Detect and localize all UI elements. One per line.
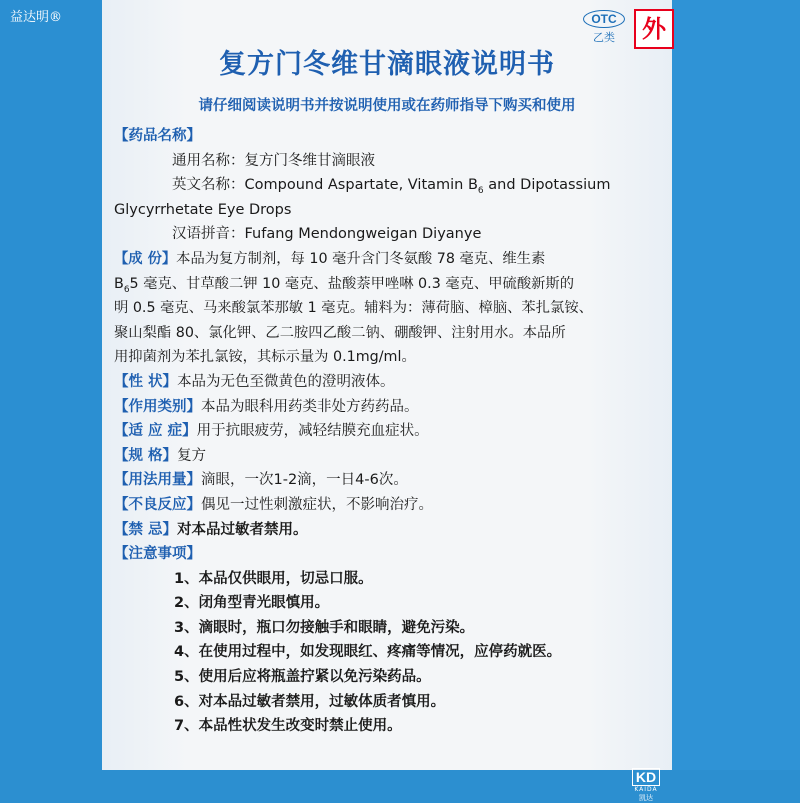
adverse-row [114,493,666,518]
section-header-indication: 【适 应 症】 [114,423,197,440]
composition-line-1 [114,247,666,272]
composition-text-2: 5 毫克、甘草酸二钾 10 毫克、盐酸萘甲唑啉 0.3 毫克、甲硫酸新斯的 [129,275,575,292]
category-text: 本品为眼科用药类非处方药药品。 [201,398,419,415]
logo-mark: KD [632,768,660,786]
kaida-logo [632,768,660,802]
caution-item: 1、本品仅供眼用，切忌口服。 [174,570,373,587]
composition-b-subscript: 6 [123,284,130,295]
brand-name: 益达明® [10,10,63,25]
section-header-contra: 【禁 忌】 [114,521,178,538]
caution-item: 3、滴眼时，瓶口勿接触手和眼睛，避免污染。 [174,619,475,636]
character-text: 本品为无色至微黄色的澄明液体。 [177,373,395,390]
character-row [114,370,666,395]
indication-row [114,419,666,444]
caution-item: 2、闭角型青光眼慎用。 [174,595,330,612]
caution-item: 5、使用后应将瓶盖拧紧以免污染药品。 [174,669,431,686]
external-use-badge: 外 [634,9,674,49]
section-header-spec: 【规 格】 [114,447,178,464]
usage-text: 滴眼，一次1-2滴，一日4-6次。 [201,472,408,489]
english-name-text-cont: and Dipotassium [483,177,611,194]
document-title: 复方门冬维甘滴眼液说明书 [219,49,555,80]
pinyin-name: 汉语拼音：Fufang Mendongweigan Diyanye [172,226,482,243]
caution-item: 4、在使用过程中，如发现眼红、疼痛等情况，应停药就医。 [174,644,562,661]
english-name-subscript: 6 [477,186,484,197]
composition-line-3: 明 0.5 毫克、马来酸氯苯那敏 1 毫克。辅料为：薄荷脑、樟脑、苯扎氯铵、 [114,300,593,317]
spec-row [114,444,666,469]
otc-class: 乙类 [593,31,615,44]
section-header-usage: 【用法用量】 [114,472,201,489]
adverse-text: 偶见一过性刺激症状，不影响治疗。 [201,496,433,513]
composition-text-1: 本品为复方制剂，每 10 毫升含门冬氨酸 78 毫克、维生素 [176,250,546,267]
section-header-caution: 【注意事项】 [114,546,201,563]
category-row [114,395,666,420]
composition-b: B [114,275,124,292]
contra-text: 对本品过敏者禁用。 [177,521,308,538]
document-subtitle: 请仔细阅读说明书并按说明使用或在药师指导下购买和使用 [198,98,576,114]
generic-name: 通用名称：复方门冬维甘滴眼液 [172,152,375,169]
english-name-line-2: Glycyrrhetate Eye Drops [114,201,292,218]
section-header-category: 【作用类别】 [114,398,201,415]
otc-badge: OTC [583,10,624,28]
indication-text: 用于抗眼疲劳，减轻结膜充血症状。 [196,423,429,440]
caution-item: 6、对本品过敏者禁用，过敏体质者慎用。 [174,693,446,710]
leaflet-content [114,124,666,739]
left-blue-panel [0,0,102,800]
contra-row [114,518,666,543]
logo-text: KAIDA [634,786,658,793]
otc-mark [576,8,632,45]
spec-text: 复方 [177,447,207,464]
composition-line-2 [114,272,666,297]
english-name-text: 英文名称：Compound Aspartate, Vitamin B [172,177,478,194]
section-header-character: 【性 状】 [114,373,178,390]
logo-cn: 凯达 [639,794,653,802]
composition-line-5: 用抑菌剂为苯扎氯铵，其标示量为 0.1mg/ml。 [114,349,416,366]
english-name-line-1 [114,173,666,198]
right-blue-panel [672,0,800,800]
usage-row [114,468,666,493]
bottom-blue-bar [0,770,800,800]
caution-item: 7、本品性状发生改变时禁止使用。 [174,718,402,735]
section-header-adverse: 【不良反应】 [114,496,201,513]
section-header-composition: 【成 份】 [114,250,177,267]
composition-line-4: 聚山梨酯 80、氯化钾、乙二胺四乙酸二钠、硼酸钾、注射用水。本品所 [114,324,566,341]
section-header-name: 【药品名称】 [114,128,201,144]
